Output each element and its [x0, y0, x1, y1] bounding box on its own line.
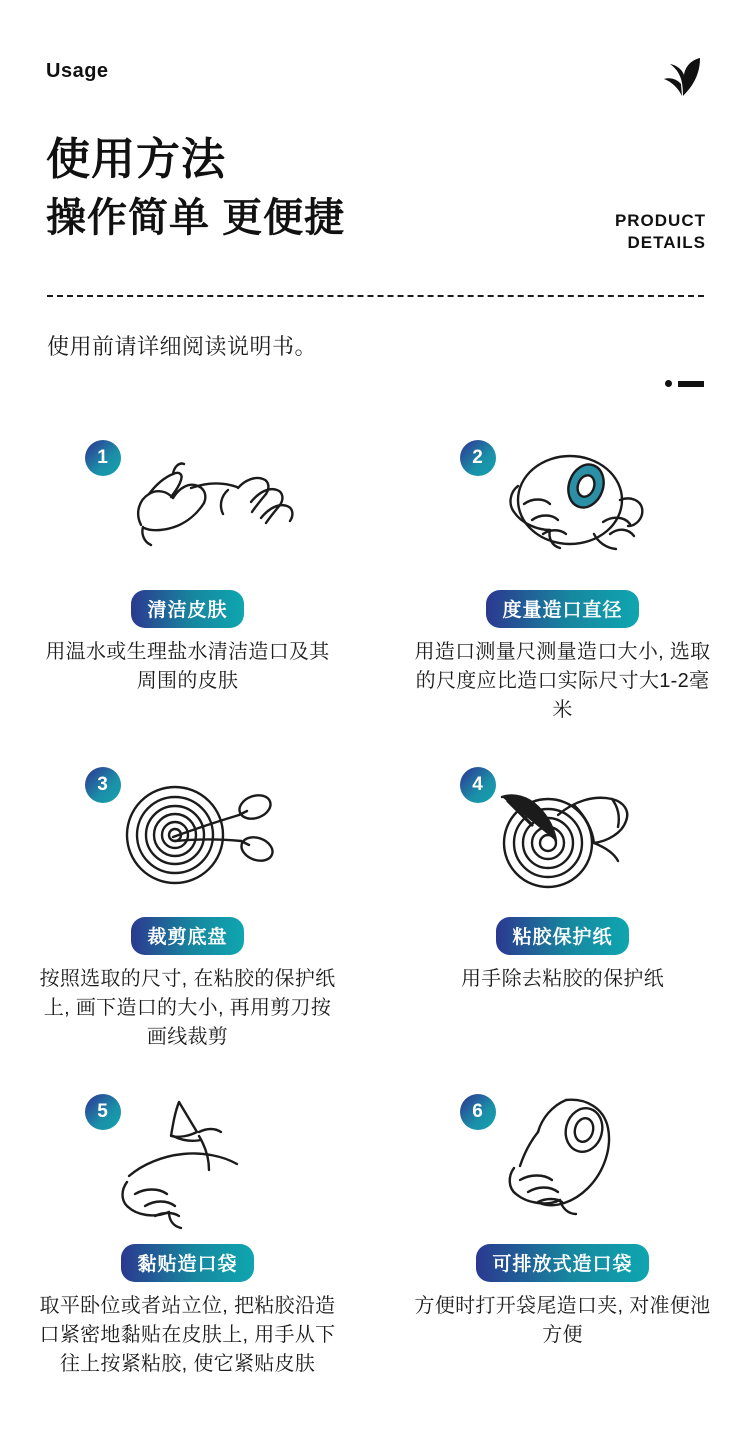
drainable-pouch-illustration — [398, 1084, 728, 1244]
step-item — [375, 430, 750, 725]
step-label: 黏贴造口袋 — [121, 1244, 253, 1282]
page-title-line1: 使用方法 — [46, 135, 226, 184]
step-label: 粘胶保护纸 — [496, 917, 628, 955]
step-item — [0, 430, 375, 725]
step-number-badge: 6 — [460, 1094, 496, 1130]
row-spacer — [375, 725, 750, 757]
step-description: 方便时打开袋尾造口夹, 对准便池方便 — [414, 1295, 711, 1346]
row-spacer — [0, 725, 375, 757]
step-label: 度量造口直径 — [486, 590, 638, 628]
page-title-line2: 操作简单 更便捷 — [46, 195, 346, 240]
leaf-icon — [660, 52, 706, 98]
attaching-pouch-illustration — [23, 1084, 353, 1244]
page-title — [46, 134, 345, 244]
step-label: 清洁皮肤 — [131, 590, 243, 628]
page-header — [46, 60, 706, 83]
divider — [47, 295, 704, 297]
step-number-badge: 1 — [85, 440, 121, 476]
step-artwork — [23, 430, 353, 590]
step-artwork — [398, 757, 728, 917]
ornament-dot — [665, 380, 672, 387]
step-item — [0, 1084, 375, 1379]
hand-measuring-stoma-illustration — [398, 430, 728, 590]
step-description: 用手除去粘胶的保护纸 — [461, 968, 664, 990]
ornament-dash — [678, 381, 704, 387]
step-artwork — [23, 1084, 353, 1244]
step-number-badge: 2 — [460, 440, 496, 476]
step-item — [375, 757, 750, 1052]
step-description: 取平卧位或者站立位, 把粘胶沿造口紧密地黏贴在皮肤上, 用手从下往上按紧粘胶, 使它紧贴皮肤 — [39, 1295, 336, 1375]
row-spacer — [0, 1052, 375, 1084]
step-artwork — [398, 430, 728, 590]
step-description: 用造口测量尺测量造口大小, 选取的尺度应比造口实际尺寸大1-2毫米 — [414, 641, 711, 721]
intro-text: 使用前请详细阅读说明书。 — [47, 334, 318, 359]
step-number-badge: 4 — [460, 767, 496, 803]
product-details-line2: DETAILS — [627, 233, 706, 253]
scissors-cutting-baseplate-illustration — [23, 757, 353, 917]
product-details-line1: PRODUCT — [614, 211, 706, 230]
step-artwork — [23, 757, 353, 917]
step-description: 按照选取的尺寸, 在粘胶的保护纸上, 画下造口的大小, 再用剪刀按画线裁剪 — [39, 968, 336, 1048]
step-item — [375, 1084, 750, 1379]
step-description: 用温水或生理盐水清洁造口及其周围的皮肤 — [45, 641, 330, 692]
product-details-caption — [615, 210, 706, 254]
dot-dash-ornament — [665, 380, 704, 387]
peeling-release-paper-illustration — [398, 757, 728, 917]
step-label: 裁剪底盘 — [131, 917, 243, 955]
step-label: 可排放式造口袋 — [476, 1244, 648, 1282]
step-number-badge: 3 — [85, 767, 121, 803]
eyebrow-label: Usage — [46, 60, 109, 82]
step-item — [0, 757, 375, 1052]
step-number-badge: 5 — [85, 1094, 121, 1130]
steps-grid — [0, 430, 750, 1379]
row-spacer — [375, 1052, 750, 1084]
hand-cleaning-skin-illustration — [23, 430, 353, 590]
step-artwork — [398, 1084, 728, 1244]
